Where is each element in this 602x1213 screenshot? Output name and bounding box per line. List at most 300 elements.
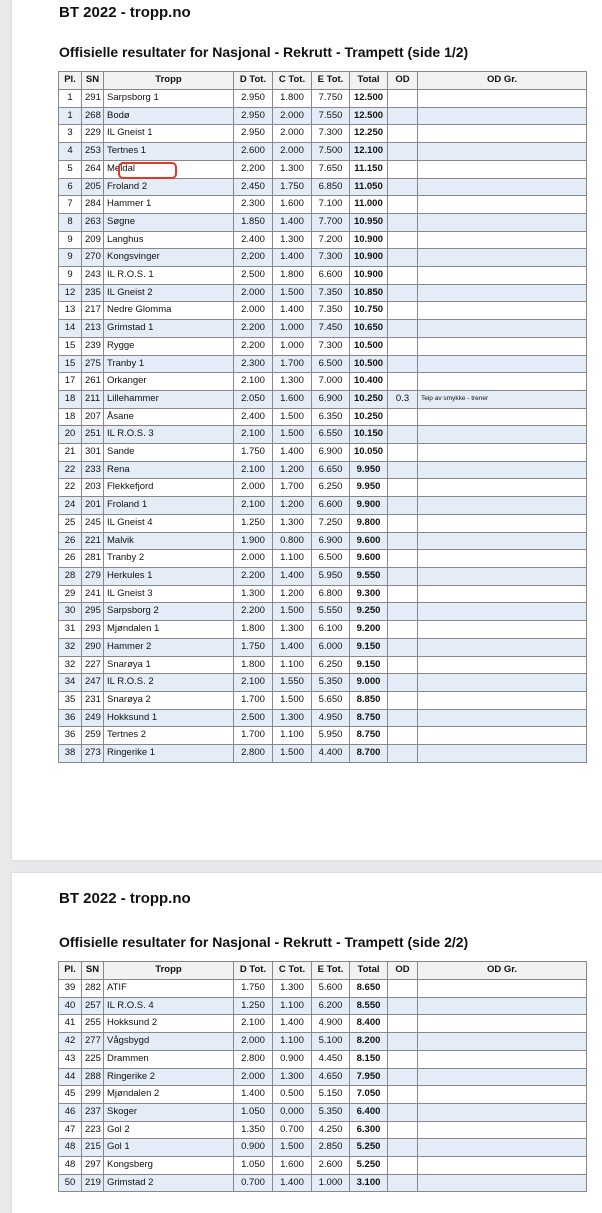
cell-od	[388, 691, 418, 709]
cell-odgr	[418, 585, 587, 603]
table-row	[59, 408, 587, 426]
cell-tropp: Langhus	[104, 231, 234, 249]
cell-od	[388, 497, 418, 515]
cell-d: 2.800	[234, 745, 273, 763]
cell-d: 2.600	[234, 143, 273, 161]
column-header: Pl.	[59, 72, 82, 90]
cell-od	[388, 727, 418, 745]
cell-od	[388, 249, 418, 267]
cell-od	[388, 90, 418, 108]
cell-total: 10.500	[350, 337, 388, 355]
cell-odgr	[418, 567, 587, 585]
cell-odgr	[418, 231, 587, 249]
table-row	[59, 444, 587, 462]
cell-od	[388, 160, 418, 178]
cell-odgr	[418, 355, 587, 373]
cell-sn: 235	[82, 284, 104, 302]
cell-total: 10.900	[350, 267, 388, 285]
table-row	[59, 479, 587, 497]
cell-d: 2.200	[234, 249, 273, 267]
cell-tropp: Vågsbygd	[104, 1033, 234, 1051]
cell-e: 7.700	[312, 213, 350, 231]
cell-tropp: Herkules 1	[104, 567, 234, 585]
cell-c: 1.500	[273, 745, 312, 763]
cell-total: 9.950	[350, 479, 388, 497]
cell-odgr	[418, 373, 587, 391]
cell-total: 10.400	[350, 373, 388, 391]
cell-tropp: Hokksund 2	[104, 1015, 234, 1033]
cell-sn: 277	[82, 1033, 104, 1051]
cell-c: 1.300	[273, 231, 312, 249]
cell-e: 7.500	[312, 143, 350, 161]
cell-d: 0.900	[234, 1139, 273, 1157]
cell-total: 10.850	[350, 284, 388, 302]
table-row	[59, 249, 587, 267]
cell-tropp: Malvik	[104, 532, 234, 550]
cell-e: 6.650	[312, 461, 350, 479]
table-row	[59, 1103, 587, 1121]
cell-sn: 241	[82, 585, 104, 603]
cell-sn: 279	[82, 567, 104, 585]
cell-sn: 257	[82, 997, 104, 1015]
cell-odgr	[418, 727, 587, 745]
table-row	[59, 426, 587, 444]
cell-e: 2.600	[312, 1157, 350, 1175]
column-header: OD	[388, 962, 418, 980]
page-header: BT 2022 - tropp.no	[59, 4, 191, 21]
cell-total: 5.250	[350, 1157, 388, 1175]
cell-total: 9.300	[350, 585, 388, 603]
cell-e: 5.350	[312, 1103, 350, 1121]
table-row	[59, 1033, 587, 1051]
cell-d: 1.250	[234, 514, 273, 532]
cell-total: 10.250	[350, 390, 388, 408]
cell-sn: 247	[82, 674, 104, 692]
cell-pl: 41	[59, 1015, 82, 1033]
cell-total: 6.400	[350, 1103, 388, 1121]
column-header: Pl.	[59, 962, 82, 980]
column-header: Tropp	[104, 72, 234, 90]
cell-od	[388, 638, 418, 656]
table-row	[59, 337, 587, 355]
cell-d: 2.200	[234, 603, 273, 621]
cell-pl: 35	[59, 691, 82, 709]
cell-odgr	[418, 1050, 587, 1068]
cell-tropp: Hammer 2	[104, 638, 234, 656]
table-row	[59, 674, 587, 692]
cell-c: 1.700	[273, 355, 312, 373]
cell-total: 9.600	[350, 550, 388, 568]
cell-od	[388, 373, 418, 391]
table-row	[59, 320, 587, 338]
cell-od	[388, 1086, 418, 1104]
cell-d: 0.700	[234, 1174, 273, 1192]
cell-odgr	[418, 1068, 587, 1086]
cell-e: 4.400	[312, 745, 350, 763]
cell-odgr	[418, 1157, 587, 1175]
cell-sn: 215	[82, 1139, 104, 1157]
cell-odgr	[418, 709, 587, 727]
cell-pl: 34	[59, 674, 82, 692]
cell-total: 10.950	[350, 213, 388, 231]
cell-tropp: Gol 2	[104, 1121, 234, 1139]
cell-c: 1.400	[273, 1015, 312, 1033]
cell-sn: 225	[82, 1050, 104, 1068]
cell-od	[388, 196, 418, 214]
cell-c: 1.000	[273, 337, 312, 355]
cell-sn: 297	[82, 1157, 104, 1175]
page-subtitle: Offisielle resultater for Nasjonal - Rekrutt - Trampett (side 2/2)	[59, 934, 469, 950]
cell-od	[388, 178, 418, 196]
cell-sn: 243	[82, 267, 104, 285]
cell-tropp: IL Gneist 2	[104, 284, 234, 302]
cell-tropp: Sarpsborg 1	[104, 90, 234, 108]
cell-sn: 217	[82, 302, 104, 320]
cell-c: 1.200	[273, 461, 312, 479]
cell-e: 6.100	[312, 621, 350, 639]
cell-pl: 18	[59, 390, 82, 408]
cell-e: 2.850	[312, 1139, 350, 1157]
cell-e: 7.350	[312, 302, 350, 320]
cell-d: 2.000	[234, 302, 273, 320]
table-row	[59, 1157, 587, 1175]
cell-odgr	[418, 980, 587, 998]
cell-pl: 20	[59, 426, 82, 444]
column-header: E Tot.	[312, 72, 350, 90]
cell-pl: 45	[59, 1086, 82, 1104]
cell-od	[388, 426, 418, 444]
cell-odgr	[418, 213, 587, 231]
cell-e: 6.200	[312, 997, 350, 1015]
cell-sn: 299	[82, 1086, 104, 1104]
cell-e: 7.300	[312, 125, 350, 143]
table-body	[59, 90, 587, 763]
cell-pl: 44	[59, 1068, 82, 1086]
cell-pl: 9	[59, 267, 82, 285]
table-row	[59, 532, 587, 550]
cell-od	[388, 479, 418, 497]
column-header: Tropp	[104, 962, 234, 980]
table-row	[59, 656, 587, 674]
cell-e: 6.850	[312, 178, 350, 196]
cell-od	[388, 514, 418, 532]
cell-odgr: Teip av smykke - trener	[418, 390, 587, 408]
table-row	[59, 1086, 587, 1104]
column-header: D Tot.	[234, 72, 273, 90]
table-row	[59, 997, 587, 1015]
cell-tropp: Skoger	[104, 1103, 234, 1121]
table-row	[59, 497, 587, 515]
cell-pl: 22	[59, 479, 82, 497]
cell-sn: 253	[82, 143, 104, 161]
table-row	[59, 585, 587, 603]
table-row	[59, 302, 587, 320]
table-row	[59, 550, 587, 568]
table-row	[59, 1121, 587, 1139]
cell-total: 8.850	[350, 691, 388, 709]
cell-total: 9.150	[350, 656, 388, 674]
cell-odgr	[418, 426, 587, 444]
cell-d: 2.450	[234, 178, 273, 196]
cell-total: 8.700	[350, 745, 388, 763]
cell-sn: 249	[82, 709, 104, 727]
cell-od	[388, 1157, 418, 1175]
cell-tropp: Mjøndalen 2	[104, 1086, 234, 1104]
cell-sn: 209	[82, 231, 104, 249]
cell-odgr	[418, 267, 587, 285]
column-header: OD Gr.	[418, 962, 587, 980]
cell-tropp: Tertnes 2	[104, 727, 234, 745]
cell-total: 12.250	[350, 125, 388, 143]
cell-pl: 50	[59, 1174, 82, 1192]
cell-c: 1.400	[273, 249, 312, 267]
cell-sn: 263	[82, 213, 104, 231]
table-row	[59, 709, 587, 727]
cell-pl: 15	[59, 355, 82, 373]
cell-od	[388, 674, 418, 692]
table-row	[59, 107, 587, 125]
cell-d: 2.200	[234, 337, 273, 355]
cell-od	[388, 1015, 418, 1033]
cell-od	[388, 461, 418, 479]
cell-tropp: Sarpsborg 2	[104, 603, 234, 621]
cell-d: 2.050	[234, 390, 273, 408]
cell-sn: 233	[82, 461, 104, 479]
cell-total: 8.550	[350, 997, 388, 1015]
cell-pl: 26	[59, 532, 82, 550]
cell-total: 10.900	[350, 231, 388, 249]
column-header: SN	[82, 962, 104, 980]
cell-e: 7.650	[312, 160, 350, 178]
cell-d: 1.750	[234, 980, 273, 998]
cell-sn: 290	[82, 638, 104, 656]
cell-odgr	[418, 107, 587, 125]
cell-tropp: Snarøya 1	[104, 656, 234, 674]
cell-d: 2.100	[234, 373, 273, 391]
table-row	[59, 567, 587, 585]
cell-total: 9.800	[350, 514, 388, 532]
cell-od	[388, 1121, 418, 1139]
column-header: E Tot.	[312, 962, 350, 980]
table-row	[59, 638, 587, 656]
cell-e: 6.900	[312, 444, 350, 462]
cell-d: 2.100	[234, 497, 273, 515]
cell-odgr	[418, 514, 587, 532]
cell-c: 1.500	[273, 284, 312, 302]
cell-d: 1.800	[234, 621, 273, 639]
cell-tropp: Flekkefjord	[104, 479, 234, 497]
cell-od	[388, 567, 418, 585]
cell-tropp: Tranby 1	[104, 355, 234, 373]
cell-tropp: Hammer 1	[104, 196, 234, 214]
cell-e: 6.000	[312, 638, 350, 656]
cell-pl: 47	[59, 1121, 82, 1139]
cell-c: 1.400	[273, 1174, 312, 1192]
column-header: OD	[388, 72, 418, 90]
cell-tropp: Sande	[104, 444, 234, 462]
cell-tropp: Grimstad 2	[104, 1174, 234, 1192]
table-row	[59, 196, 587, 214]
cell-pl: 36	[59, 709, 82, 727]
cell-c: 0.700	[273, 1121, 312, 1139]
cell-pl: 15	[59, 337, 82, 355]
cell-total: 9.250	[350, 603, 388, 621]
cell-d: 2.100	[234, 426, 273, 444]
cell-sn: 293	[82, 621, 104, 639]
cell-pl: 6	[59, 178, 82, 196]
cell-odgr	[418, 249, 587, 267]
cell-sn: 203	[82, 479, 104, 497]
cell-od	[388, 709, 418, 727]
cell-sn: 259	[82, 727, 104, 745]
cell-pl: 21	[59, 444, 82, 462]
cell-pl: 12	[59, 284, 82, 302]
cell-odgr	[418, 674, 587, 692]
cell-pl: 24	[59, 497, 82, 515]
cell-e: 6.550	[312, 426, 350, 444]
cell-odgr	[418, 320, 587, 338]
cell-total: 7.050	[350, 1086, 388, 1104]
cell-d: 1.050	[234, 1157, 273, 1175]
cell-e: 4.950	[312, 709, 350, 727]
cell-e: 7.550	[312, 107, 350, 125]
cell-od	[388, 1033, 418, 1051]
cell-c: 1.100	[273, 727, 312, 745]
table-row	[59, 284, 587, 302]
column-header: SN	[82, 72, 104, 90]
cell-odgr	[418, 745, 587, 763]
cell-od	[388, 585, 418, 603]
cell-e: 6.800	[312, 585, 350, 603]
cell-od	[388, 1050, 418, 1068]
cell-total: 12.500	[350, 107, 388, 125]
cell-od: 0.3	[388, 390, 418, 408]
cell-d: 2.200	[234, 320, 273, 338]
cell-e: 7.000	[312, 373, 350, 391]
cell-e: 6.250	[312, 656, 350, 674]
cell-od	[388, 284, 418, 302]
cell-c: 1.300	[273, 373, 312, 391]
results-page-1	[12, 0, 602, 860]
cell-e: 7.300	[312, 337, 350, 355]
table-row	[59, 213, 587, 231]
cell-e: 5.950	[312, 727, 350, 745]
table-row	[59, 603, 587, 621]
table-row	[59, 143, 587, 161]
cell-odgr	[418, 461, 587, 479]
cell-tropp: Åsane	[104, 408, 234, 426]
cell-d: 2.500	[234, 709, 273, 727]
table-body	[59, 980, 587, 1192]
cell-c: 1.500	[273, 1139, 312, 1157]
cell-total: 3.100	[350, 1174, 388, 1192]
cell-d: 1.850	[234, 213, 273, 231]
cell-c: 1.400	[273, 567, 312, 585]
cell-d: 1.700	[234, 691, 273, 709]
cell-d: 2.000	[234, 1033, 273, 1051]
cell-pl: 9	[59, 249, 82, 267]
table-row	[59, 355, 587, 373]
cell-d: 2.800	[234, 1050, 273, 1068]
cell-pl: 1	[59, 107, 82, 125]
table-row	[59, 1050, 587, 1068]
cell-sn: 231	[82, 691, 104, 709]
cell-od	[388, 320, 418, 338]
cell-d: 2.950	[234, 90, 273, 108]
cell-c: 1.700	[273, 479, 312, 497]
cell-pl: 1	[59, 90, 82, 108]
cell-tropp: IL R.O.S. 4	[104, 997, 234, 1015]
cell-tropp: Mjøndalen 1	[104, 621, 234, 639]
cell-d: 2.200	[234, 160, 273, 178]
cell-d: 1.800	[234, 656, 273, 674]
cell-c: 1.100	[273, 997, 312, 1015]
cell-odgr	[418, 444, 587, 462]
cell-total: 10.500	[350, 355, 388, 373]
cell-c: 0.800	[273, 532, 312, 550]
cell-od	[388, 337, 418, 355]
cell-odgr	[418, 997, 587, 1015]
table-row	[59, 461, 587, 479]
cell-total: 8.750	[350, 709, 388, 727]
cell-pl: 3	[59, 125, 82, 143]
cell-odgr	[418, 1103, 587, 1121]
cell-od	[388, 745, 418, 763]
cell-tropp: Orkanger	[104, 373, 234, 391]
table-row	[59, 621, 587, 639]
table-row	[59, 178, 587, 196]
cell-total: 11.050	[350, 178, 388, 196]
cell-e: 5.950	[312, 567, 350, 585]
cell-c: 1.500	[273, 408, 312, 426]
cell-total: 9.950	[350, 461, 388, 479]
cell-odgr	[418, 638, 587, 656]
cell-sn: 288	[82, 1068, 104, 1086]
cell-pl: 26	[59, 550, 82, 568]
cell-od	[388, 980, 418, 998]
cell-pl: 36	[59, 727, 82, 745]
cell-odgr	[418, 479, 587, 497]
cell-pl: 8	[59, 213, 82, 231]
table-row	[59, 727, 587, 745]
cell-sn: 270	[82, 249, 104, 267]
cell-d: 2.400	[234, 231, 273, 249]
cell-pl: 32	[59, 638, 82, 656]
cell-od	[388, 143, 418, 161]
highlight-circle-meldal	[118, 162, 177, 179]
cell-total: 9.900	[350, 497, 388, 515]
cell-tropp: ATIF	[104, 980, 234, 998]
cell-sn: 213	[82, 320, 104, 338]
cell-od	[388, 231, 418, 249]
cell-e: 4.250	[312, 1121, 350, 1139]
cell-c: 0.000	[273, 1103, 312, 1121]
cell-sn: 268	[82, 107, 104, 125]
table-row	[59, 373, 587, 391]
cell-pl: 43	[59, 1050, 82, 1068]
cell-odgr	[418, 143, 587, 161]
cell-odgr	[418, 656, 587, 674]
cell-pl: 32	[59, 656, 82, 674]
cell-total: 9.150	[350, 638, 388, 656]
cell-pl: 48	[59, 1139, 82, 1157]
cell-c: 1.600	[273, 390, 312, 408]
cell-d: 2.100	[234, 461, 273, 479]
cell-d: 1.400	[234, 1086, 273, 1104]
cell-e: 4.450	[312, 1050, 350, 1068]
cell-pl: 7	[59, 196, 82, 214]
cell-pl: 30	[59, 603, 82, 621]
